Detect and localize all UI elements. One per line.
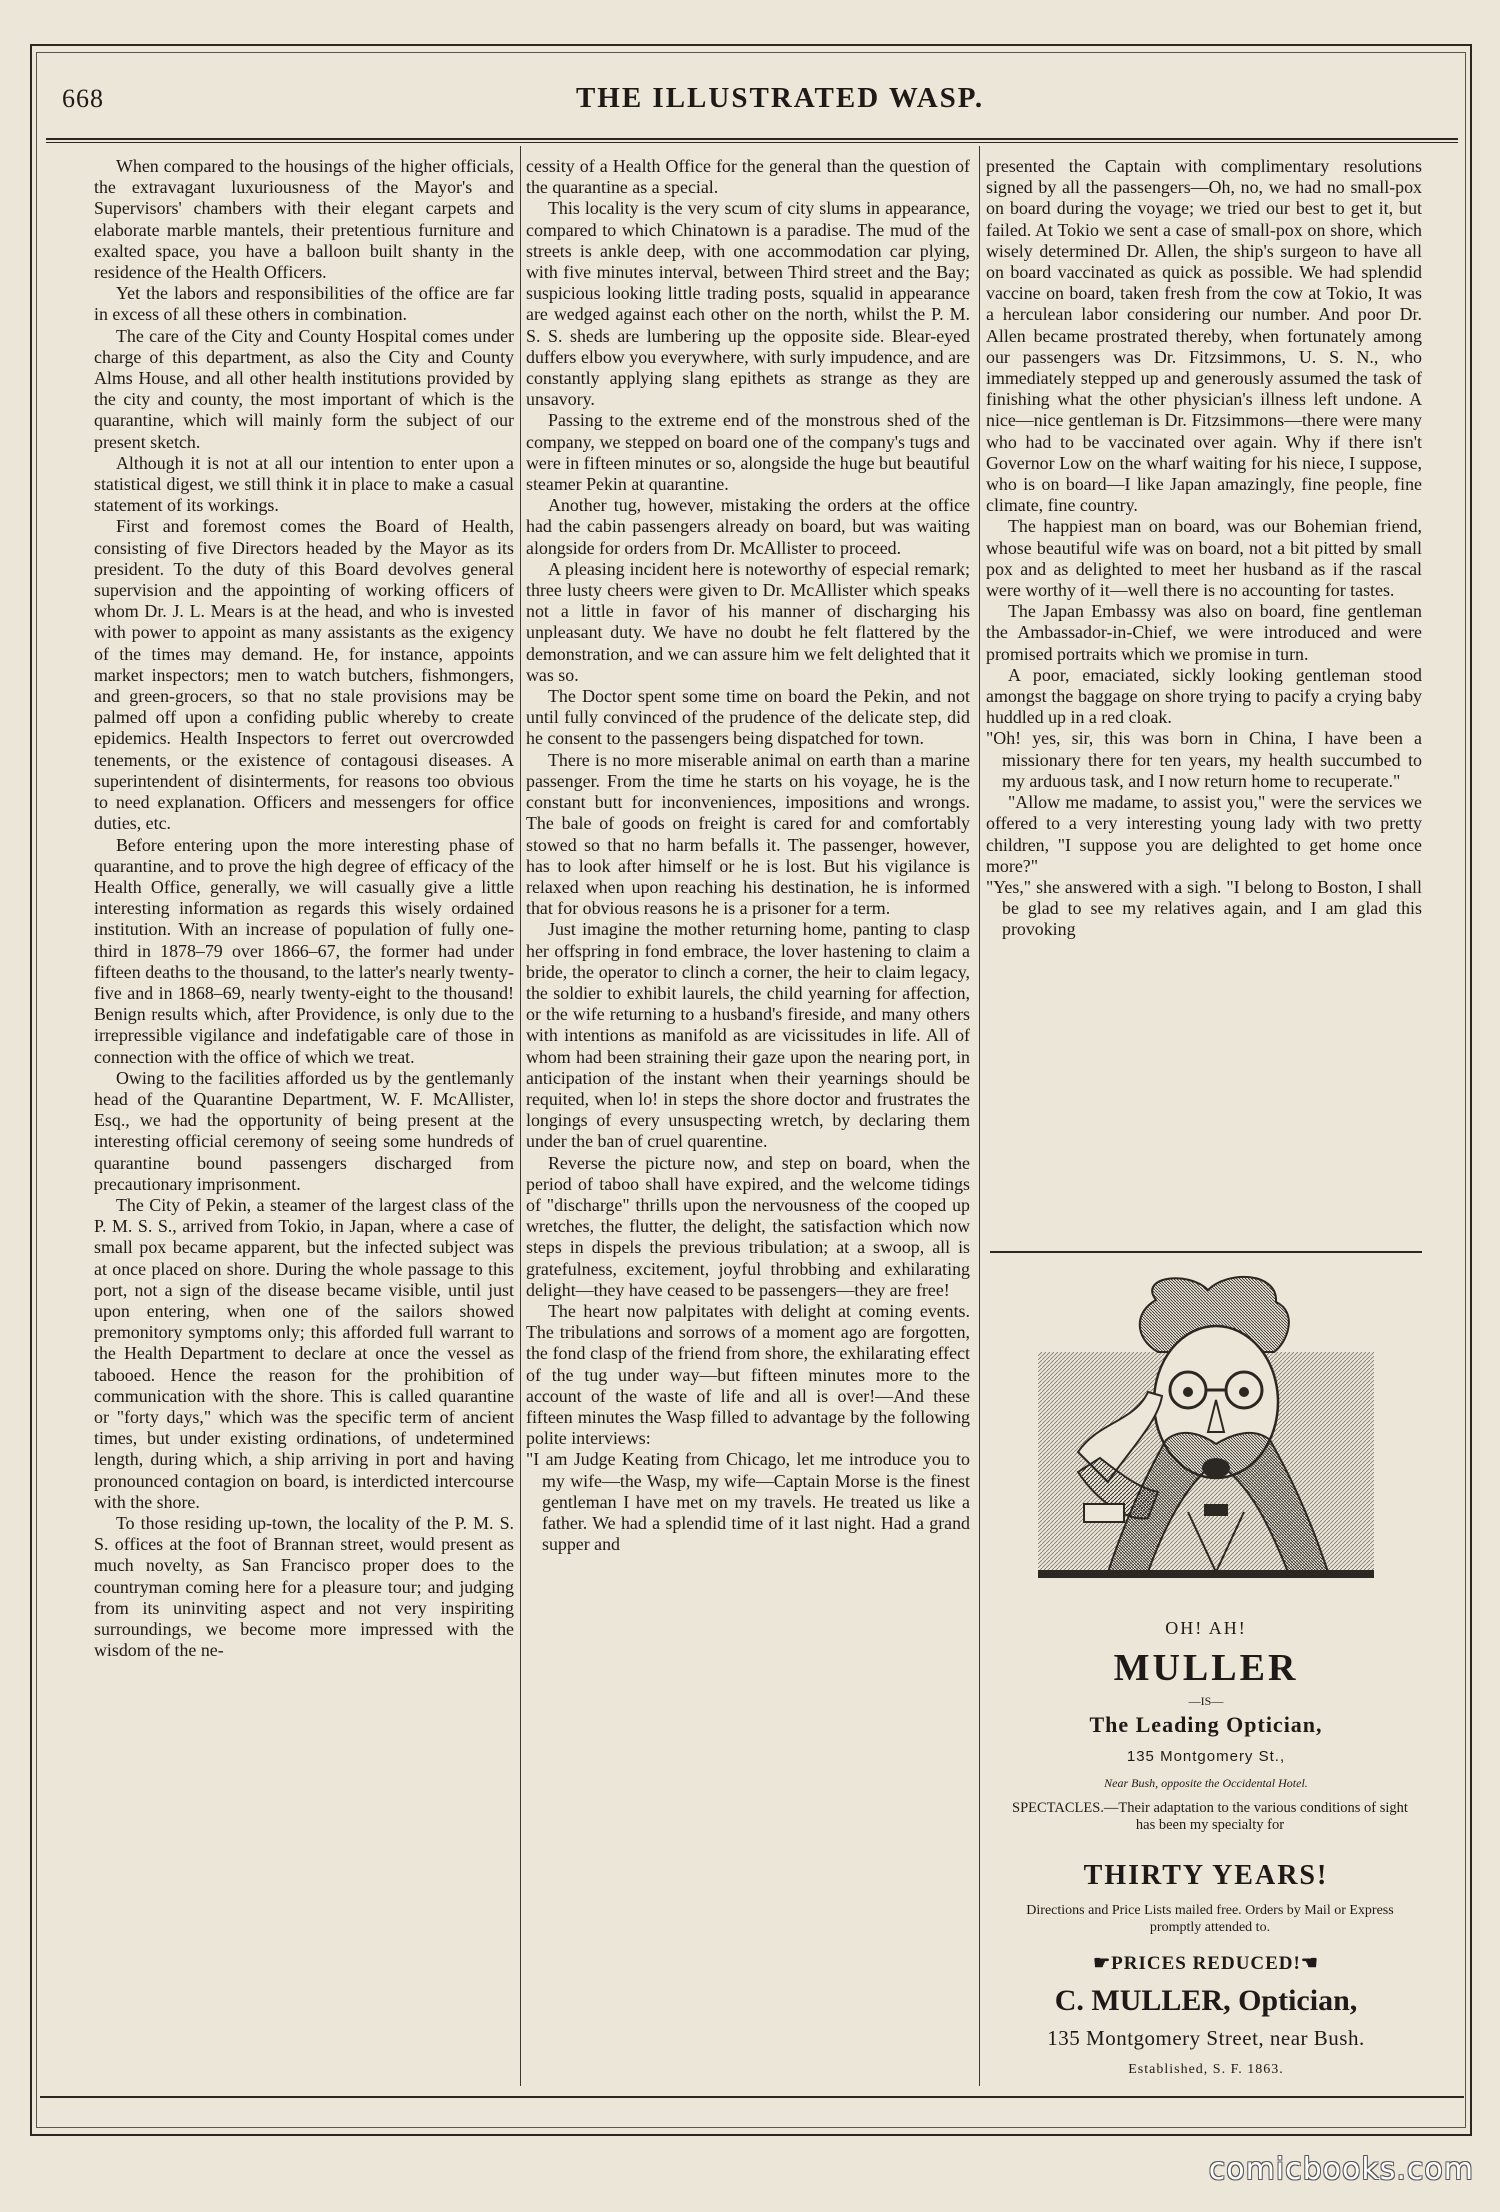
column-divider-1: [520, 146, 521, 2086]
article-paragraph: First and foremost comes the Board of Health, consisting of five Directors headed by the Mayor as its president. To the duty of this Board devolves general supervision and the appointing of working officers of whom Dr. J. L. Mears is at the head, and who is invested with power to appoint as many assistants as the exigency of the times may demand. He, for instance, appoints market inspectors; men to watch butchers, fishmongers, and green-grocers, so that no stale provisions may be palmed off upon a confiding public whereby to create epidemics. Health Inspectors to ferret out overcrowded tenements, or the existence of contagousi diseases. A superintendent of disinterments, for reasons too obvious to need explanation. Officers and messengers for office duties, etc.: [94, 516, 514, 834]
ad-location-note: Near Bush, opposite the Occidental Hotel.: [1104, 1776, 1308, 1790]
article-paragraph: When compared to the housings of the higher officials, the extravagant luxuriousness of the Mayor's and Supervisors' chambers with their elegant carpets and elaborate marble mantels, their pretentious furniture and exalted space, you have a balloon built shanty in the residence of the Health Officers.: [94, 156, 514, 283]
article-paragraph: Although it is not at all our intention to enter upon a statistical digest, we still think it in place to make a casual statement of its workings.: [94, 452, 514, 516]
article-paragraph: The City of Pekin, a steamer of the largest class of the P. M. S. S., arrived from Tokio, in Japan, where a case of small pox became apparent, but the infected subject was at once placed on shore. During the whole passage to this port, not a sign of the disease became visible, until just upon entering, when one of the sailors showed premonitory symptoms only; this afforded full warrant to the Health Department to declare at once the vessel as tabooed. Hence the reason for the prohibition of communication with the shore. This is called quarantine or "forty days," which was the specific term of ancient times, but under existing ordinations, of undetermined length, during which, a ship arriving in port and having pronounced contagion on board, is interdicted intercourse with the shore.: [94, 1194, 514, 1512]
page-number: 668: [62, 84, 104, 113]
ad-exclamation: OH! AH!: [1165, 1618, 1247, 1638]
article-paragraph: The Doctor spent some time on board the Pekin, and not until fully convinced of the prudence of the delicate step, did he consent to the passengers being dispatched for town.: [526, 686, 970, 749]
ad-established: Established, S. F. 1863.: [1128, 2062, 1284, 2077]
article-paragraph: The happiest man on board, was our Bohemian friend, whose beautiful wife was on board, not a bit pitted by small pox and as delighted to meet her husband as if the rascal were worthy of it—well there is no accounting for tastes.: [986, 516, 1422, 601]
ad-thirty-years: THIRTY YEARS!: [1083, 1860, 1329, 1891]
muller-advertisement: [990, 1262, 1422, 2092]
ad-tagline: The Leading Optician,: [1089, 1712, 1323, 1737]
ad-street-address: 135 Montgomery Street, near Bush.: [1047, 2026, 1365, 2050]
article-paragraph: presented the Captain with complimentary resolutions signed by all the passengers—Oh, no, we had no small-pox on board during the voyage; we tried our best to get it, but failed. At Tokio we sent a case of small-pox on shore, which wisely determined Dr. Allen, the ship's surgeon to have all on board vaccinated as quick as possible. We had splendid vaccine on board, taken fresh from the cow at Tokio, It was a herculean labor considering our number. And poor Dr. Allen became prostrated thereby, when fortunately among our passengers was Dr. Fitzsimmons, U. S. N., who immediately stepped up and generously assumed the task of finishing what the other physician's illness left undone. A nice—nice gentleman is Dr. Fitzsimmons—there were many who had to be vaccinated over again. Why if there isn't Governor Low on the wharf waiting for his niece, I suppose, who is on board—I like Japan amazingly, fine people, fine climate, fine country.: [986, 156, 1422, 516]
article-paragraph: "Allow me madame, to assist you," were the services we offered to a very interesting young lady with two pretty children, "I suppose you are delighted to get home once more?": [986, 792, 1422, 876]
article-column-3: [986, 156, 1422, 1246]
ad-prices-reduced: ☛PRICES REDUCED!☚: [1093, 1953, 1319, 1974]
ad-signature: C. MULLER, Optician,: [1054, 1984, 1358, 2017]
optician-caricature-illustration: [1038, 1272, 1374, 1612]
article-paragraph: The heart now palpitates with delight at coming events. The tribulations and sorrows of a moment ago are forgotten, the fond clasp of the friend from shore, the exhilarating effect of the tug under way—but fifteen minutes more to the account of the waste of life and all is over!—And these fifteen minutes the Wasp filled to advantage by the following polite interviews:: [526, 1300, 970, 1449]
masthead-title: THE ILLUSTRATED WASP.: [575, 82, 985, 114]
column-divider-2: [979, 146, 980, 2086]
ad-address: 135 Montgomery St.,: [1126, 1748, 1286, 1765]
article-paragraph: Owing to the facilities afforded us by the gentlemanly head of the Quarantine Department, W. F. McAllister, Esq., we had the opportunity of being present at the interesting official ceremony of seeing some hundreds of quarantine bound passengers discharged from precautionary imprisonment.: [94, 1067, 514, 1194]
article-paragraph: This locality is the very scum of city slums in appearance, compared to which Chinatown is a paradise. The mud of the streets is ankle deep, with one accommodation car plying, with five minutes interval, between Third street and the Bay; suspicious looking little trading posts, squalid in appearance are wedged against each other on the north, whilst the P. M. S. S. sheds are lumbering up the opposite side. Blear-eyed duffers elbow you everywhere, with surly impudence, and are constantly applying slang epithets as strange as they are unsavory.: [526, 198, 970, 410]
article-paragraph: There is no more miserable animal on earth than a marine passenger. From the time he starts on his voyage, he is the constant butt for inconveniences, impositions and wrongs. The bale of goods on freight is cared for and comfortably stowed so that no harm befalls it. The passenger, however, has to look after himself or he is lost. But his vigilance is relaxed when upon reaching his destination, he is informed that for obvious reasons he is a prisoner for a term.: [526, 749, 970, 919]
article-paragraph: Yet the labors and responsibilities of the office are far in excess of all these others in combination.: [94, 283, 514, 325]
article-paragraph: A pleasing incident here is noteworthy of especial remark; three lusty cheers were given to Dr. McAllister which speaks not a little in favor of his manner of discharging his unpleasant duty. We have no doubt he felt flattered by the demonstration, and we can assure him we felt delighted that it was so.: [526, 558, 970, 685]
article-paragraph: cessity of a Health Office for the general than the question of the quarantine as a special.: [526, 156, 970, 198]
article-paragraph: Reverse the picture now, and step on board, when the period of taboo shall have expired, and the welcome tidings of "discharge" thrills upon the nervousness of the cooped up wretches, the flutter, the delight, the satisfaction which now steps in dispels the previous tribulation; at a swoop, all is gratefulness, excitement, joyful throbbing and exhilarating delight—they have ceased to be passengers—they are free!: [526, 1152, 970, 1300]
article-paragraph: "I am Judge Keating from Chicago, let me introduce you to my wife—the Wasp, my wife—Captain Morse is the finest gentleman I have met on my travels. He treated us like a father. We had a splendid time of it last night. Had a grand supper and: [526, 1449, 970, 1555]
article-paragraph: To those residing up-town, the locality of the P. M. S. S. offices at the foot of Brannan street, would present as much novelty, as San Francisco proper does to the countryman coming here for a pleasure tour; and judging from its uninviting aspect and not very inspiriting surroundings, we become more impressed with the wisdom of the ne-: [94, 1513, 514, 1661]
article-column-2: [526, 156, 970, 1555]
ad-business-name: MULLER: [1113, 1647, 1299, 1689]
footer-rule: [40, 2096, 1464, 2098]
article-paragraph: A poor, emaciated, sickly looking gentleman stood amongst the baggage on shore trying to pacify a crying baby huddled up in a red cloak.: [986, 664, 1422, 728]
article-column-1: [94, 156, 514, 1661]
header-rule-thin: [46, 142, 1458, 143]
watermark: comicbooks.com: [1208, 2152, 1474, 2187]
ad-is-label: —IS—: [1188, 1694, 1224, 1708]
article-column-3-text: [986, 156, 1422, 1246]
header-rule: [46, 138, 1458, 140]
article-paragraph: Before entering upon the more interesting phase of quarantine, and to prove the high degree of efficacy of the Health Office, generally, we will casually give a little interesting information as regards this wisely ordained institution. With an increase of population of fully one-third in 1878–79 over 1866–67, the former had under fifteen deaths to the thousand, to the latter's nearly twenty-five and in 1868–69, nearly twenty-eight to the thousand! Benign results which, after Providence, is only due to the irrepressible vigilance and indefatigable care of those in connection with the office of which we treat.: [94, 834, 514, 1067]
ad-directions-text: Directions and Price Lists mailed free. Orders by Mail or Express promptly attended to.: [1026, 1903, 1394, 1935]
article-paragraph: Passing to the extreme end of the monstrous shed of the company, we stepped on board one of the company's tugs and were in fifteen minutes or so, alongside the huge but beautiful steamer Pekin at quarantine.: [526, 410, 970, 495]
article-paragraph: The care of the City and County Hospital comes under charge of this department, as also the City and County Alms House, and all other health institutions provided by the city and county, the most important of which is the quarantine, which will mainly form the subject of our present sketch.: [94, 325, 514, 452]
article-paragraph: "Oh! yes, sir, this was born in China, I have been a missionary there for ten years, my health succumbed to my arduous task, and I now return home to recuperate.": [986, 728, 1422, 791]
advertisement-rule: [990, 1251, 1422, 1253]
article-paragraph: The Japan Embassy was also on board, fine gentleman the Ambassador-in-Chief, we were introduced and were promised portraits which we promise in turn.: [986, 601, 1422, 664]
article-paragraph: Just imagine the mother returning home, panting to clasp her offspring in fond embrace, the lover hastening to claim a bride, the operator to clinch a corner, the heir to claim legacy, the soldier to exhibit laurels, the child yearning for affection, or the wife returning to a husband's fireside, and many others with intentions as manifold as are vicissitudes in life. All of whom had been straining their gaze upon the nearing port, in anticipation of the instant when their yearnings should be requited, when lo! in steps the shore doctor and frustrates the longings of every unsuspecting wretch, by declaring them under the ban of cruel quarentine.: [526, 919, 970, 1152]
ad-spectacles-text: SPECTACLES.—Their adaptation to the various conditions of sight has been my specialty for: [1012, 1800, 1408, 1833]
article-paragraph: "Yes," she answered with a sigh. "I belong to Boston, I shall be glad to see my relatives again, and I am glad this provoking: [986, 876, 1422, 940]
article-paragraph: Another tug, however, mistaking the orders at the office had the cabin passengers already on board, but was waiting alongside for orders from Dr. McAllister to proceed.: [526, 495, 970, 558]
